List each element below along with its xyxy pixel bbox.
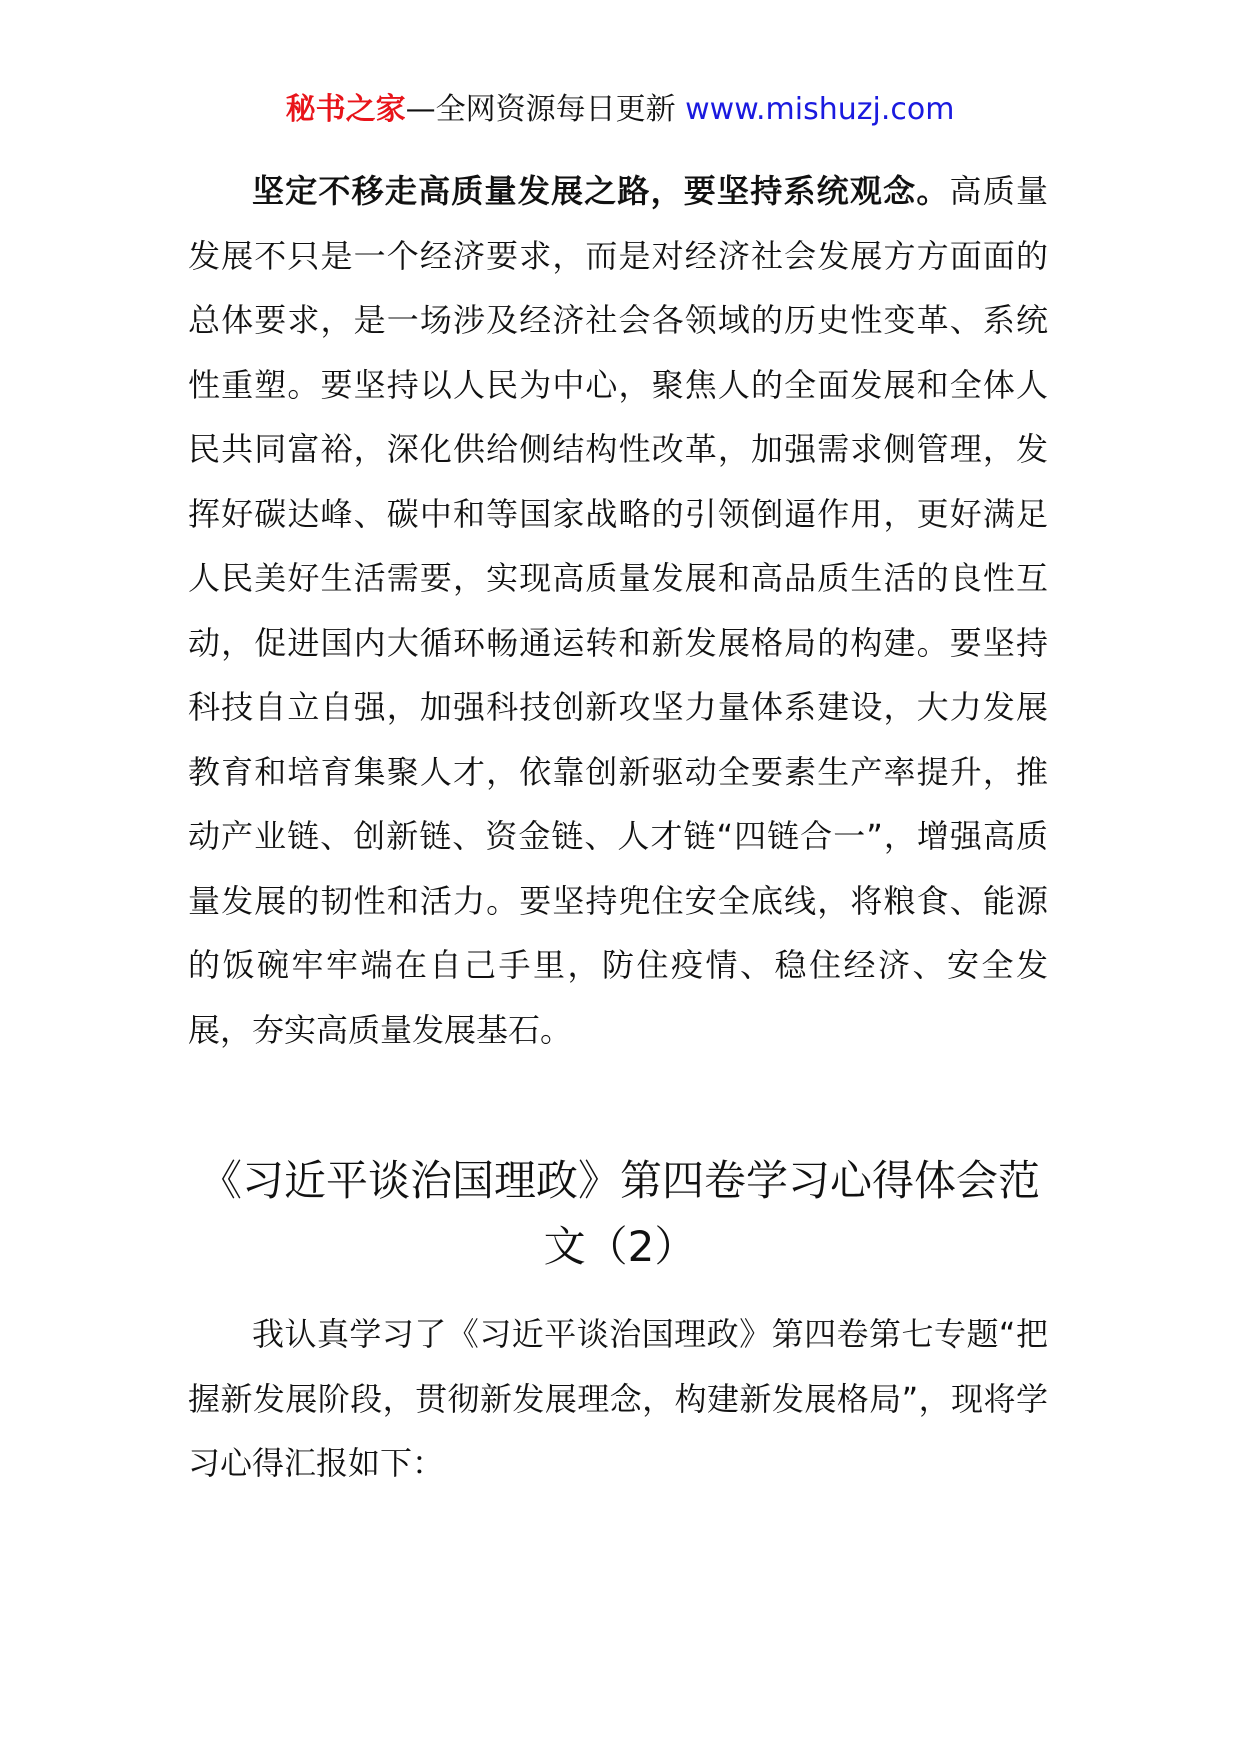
body-paragraph-2: 我认真学习了《习近平谈治国理政》第四卷第七专题“把握新发展阶段，贯彻新发展理念，构建新发展格局”，现将学习心得汇报如下： — [188, 1315, 1048, 1482]
site-header — [0, 84, 1240, 136]
body-paragraph-1 — [188, 159, 1048, 1062]
paragraph-lead: 坚定不移走高质量发展之路，要坚持系统观念。 — [252, 172, 950, 210]
paragraph-text: 高质量发展不只是一个经济要求，而是对经济社会发展方方面面的总体要求，是一场涉及经济社会各领域的历史性变革、系统性重塑。要坚持以人民为中心，聚焦人的全面发展和全体人民共同富裕，深化供给侧结构性改革，加强需求侧管理，发挥好碳达峰、碳中和等国家战略的引领倒逼作用，更好满足人民美好生活需要，实现高质量发展和高品质生活的良性互动，促进国内大循环畅通运转和新发展格局的构建。要坚持科技自立自强，加强科技创新攻坚力量体系建设，大力发展教育和培育集聚人才，依靠创新驱动全要素生产率提升，推动产业链、创新链、资金链、人才链“四链合一”，增强高质量发展的韧性和活力。要坚持兜住安全底线，将粮食、能源的饭碗牢牢端在自己手里，防住疫情、稳住经济、安全发展，夯实高质量发展基石。 — [188, 172, 1048, 1049]
header-slogan: —全网资源每日更新 — [405, 92, 676, 127]
brand-name: 秘书之家 — [285, 92, 406, 127]
section-title: 《习近平谈治国理政》第四卷学习心得体会范文（2） — [199, 1156, 1040, 1271]
site-url-link[interactable]: www.mishuzj.com — [685, 92, 955, 127]
